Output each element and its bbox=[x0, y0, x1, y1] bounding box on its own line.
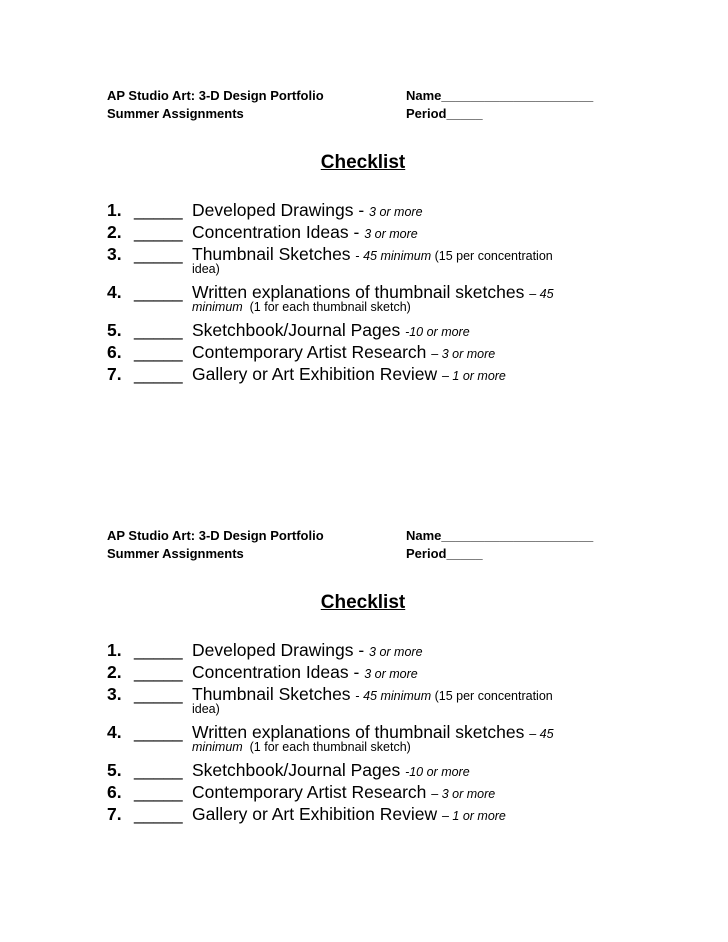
header-row-1 bbox=[107, 88, 667, 104]
item-label-text: Developed Drawings - bbox=[192, 640, 370, 660]
item-note: 3 or more bbox=[369, 645, 423, 659]
checklist-items bbox=[107, 639, 667, 825]
item-label-text: Written explanations of thumbnail sketches bbox=[192, 722, 530, 742]
item-label bbox=[192, 759, 470, 783]
checklist-item-2 bbox=[107, 661, 667, 683]
item-note: – 45 bbox=[529, 287, 554, 301]
item-label-text: Thumbnail Sketches bbox=[192, 244, 356, 264]
item-checkbox-blank: _____ bbox=[134, 364, 183, 384]
checklist-item-1 bbox=[107, 639, 667, 661]
item-label bbox=[192, 243, 553, 267]
item-label-text: Thumbnail Sketches bbox=[192, 684, 356, 704]
item-label-text: Concentration Ideas - bbox=[192, 662, 365, 682]
item-label-text: Sketchbook/Journal Pages bbox=[192, 760, 406, 780]
item-checkbox-blank: _____ bbox=[134, 804, 183, 824]
name-field: Name_____________________ bbox=[406, 88, 594, 103]
item-label bbox=[192, 781, 495, 805]
checklist-sheet-bottom bbox=[107, 528, 667, 824]
item-note-continuation-text: (1 for each thumbnail sketch) bbox=[242, 740, 411, 754]
item-checkbox-blank: _____ bbox=[134, 760, 183, 780]
checklist-item-4 bbox=[107, 281, 667, 319]
item-note-lead: - bbox=[355, 689, 364, 703]
item-number: 3. bbox=[107, 684, 122, 704]
item-checkbox-blank: _____ bbox=[134, 244, 183, 264]
item-note-lead: - bbox=[355, 249, 364, 263]
item-number: 1. bbox=[107, 640, 122, 660]
checklist-item-7 bbox=[107, 803, 667, 825]
header-row-2 bbox=[107, 106, 667, 122]
item-note: -10 or more bbox=[405, 765, 470, 779]
name-field: Name_____________________ bbox=[406, 528, 594, 543]
item-label bbox=[192, 221, 418, 245]
item-note-detail: (15 per concentration bbox=[431, 249, 553, 263]
header-row-1 bbox=[107, 528, 667, 544]
item-label bbox=[192, 683, 553, 707]
assignment-subtitle: Summer Assignments bbox=[107, 106, 244, 121]
period-field: Period_____ bbox=[406, 106, 483, 121]
item-label-text: Contemporary Artist Research bbox=[192, 342, 432, 362]
checklist-item-3 bbox=[107, 683, 667, 721]
item-note-continuation: idea) bbox=[192, 702, 220, 716]
item-note: 45 minimum bbox=[363, 689, 432, 703]
period-field: Period_____ bbox=[406, 546, 483, 561]
checklist-item-6 bbox=[107, 781, 667, 803]
item-label-text: Contemporary Artist Research bbox=[192, 782, 432, 802]
course-title: AP Studio Art: 3-D Design Portfolio bbox=[107, 528, 324, 543]
item-label bbox=[192, 639, 423, 663]
item-number: 6. bbox=[107, 782, 122, 802]
checklist-item-2 bbox=[107, 221, 667, 243]
item-note: 3 or more bbox=[364, 227, 418, 241]
item-label-text: Gallery or Art Exhibition Review bbox=[192, 804, 442, 824]
item-label-text: Sketchbook/Journal Pages bbox=[192, 320, 406, 340]
course-title: AP Studio Art: 3-D Design Portfolio bbox=[107, 88, 324, 103]
item-label bbox=[192, 661, 418, 685]
item-checkbox-blank: _____ bbox=[134, 320, 183, 340]
item-label bbox=[192, 803, 506, 827]
item-note-continuation bbox=[192, 300, 411, 315]
item-note: – 3 or more bbox=[431, 787, 496, 801]
item-note: – 45 bbox=[529, 727, 554, 741]
item-note-continuation-italic: minimum bbox=[192, 740, 243, 754]
header-row-2 bbox=[107, 546, 667, 562]
item-number: 7. bbox=[107, 804, 122, 824]
item-number: 5. bbox=[107, 320, 122, 340]
item-label bbox=[192, 363, 506, 387]
item-checkbox-blank: _____ bbox=[134, 222, 183, 242]
checklist-item-3 bbox=[107, 243, 667, 281]
checklist-item-6 bbox=[107, 341, 667, 363]
item-checkbox-blank: _____ bbox=[134, 200, 183, 220]
item-checkbox-blank: _____ bbox=[134, 782, 183, 802]
item-note-detail: (15 per concentration bbox=[431, 689, 553, 703]
item-checkbox-blank: _____ bbox=[134, 640, 183, 660]
item-label-text: Gallery or Art Exhibition Review bbox=[192, 364, 442, 384]
item-checkbox-blank: _____ bbox=[134, 662, 183, 682]
item-label-text: Concentration Ideas - bbox=[192, 222, 365, 242]
item-number: 6. bbox=[107, 342, 122, 362]
item-number: 7. bbox=[107, 364, 122, 384]
item-label-text: Developed Drawings - bbox=[192, 200, 370, 220]
item-label bbox=[192, 319, 470, 343]
checklist-item-7 bbox=[107, 363, 667, 385]
item-note-continuation: idea) bbox=[192, 262, 220, 276]
item-note: 3 or more bbox=[369, 205, 423, 219]
checklist-item-4 bbox=[107, 721, 667, 759]
item-number: 4. bbox=[107, 722, 122, 742]
item-note: – 1 or more bbox=[441, 369, 506, 383]
checklist-sheet-top bbox=[107, 88, 667, 384]
item-checkbox-blank: _____ bbox=[134, 282, 183, 302]
item-note: 3 or more bbox=[364, 667, 418, 681]
item-number: 4. bbox=[107, 282, 122, 302]
checklist-item-1 bbox=[107, 199, 667, 221]
item-number: 5. bbox=[107, 760, 122, 780]
assignment-subtitle: Summer Assignments bbox=[107, 546, 244, 561]
item-number: 2. bbox=[107, 222, 122, 242]
item-note: – 1 or more bbox=[441, 809, 506, 823]
item-number: 2. bbox=[107, 662, 122, 682]
checklist-item-5 bbox=[107, 319, 667, 341]
item-note-continuation-italic: minimum bbox=[192, 300, 243, 314]
item-label bbox=[192, 199, 423, 223]
item-checkbox-blank: _____ bbox=[134, 722, 183, 742]
item-label-text: Written explanations of thumbnail sketches bbox=[192, 282, 530, 302]
item-number: 3. bbox=[107, 244, 122, 264]
checklist-items bbox=[107, 199, 667, 385]
item-label bbox=[192, 341, 495, 365]
item-checkbox-blank: _____ bbox=[134, 342, 183, 362]
item-note: 45 minimum bbox=[363, 249, 432, 263]
checklist-item-5 bbox=[107, 759, 667, 781]
item-note-continuation bbox=[192, 740, 411, 755]
item-note: -10 or more bbox=[405, 325, 470, 339]
checklist-heading: Checklist bbox=[320, 152, 406, 173]
item-note: – 3 or more bbox=[431, 347, 496, 361]
checklist-heading: Checklist bbox=[320, 592, 406, 613]
item-number: 1. bbox=[107, 200, 122, 220]
item-checkbox-blank: _____ bbox=[134, 684, 183, 704]
item-note-continuation-text: (1 for each thumbnail sketch) bbox=[242, 300, 411, 314]
